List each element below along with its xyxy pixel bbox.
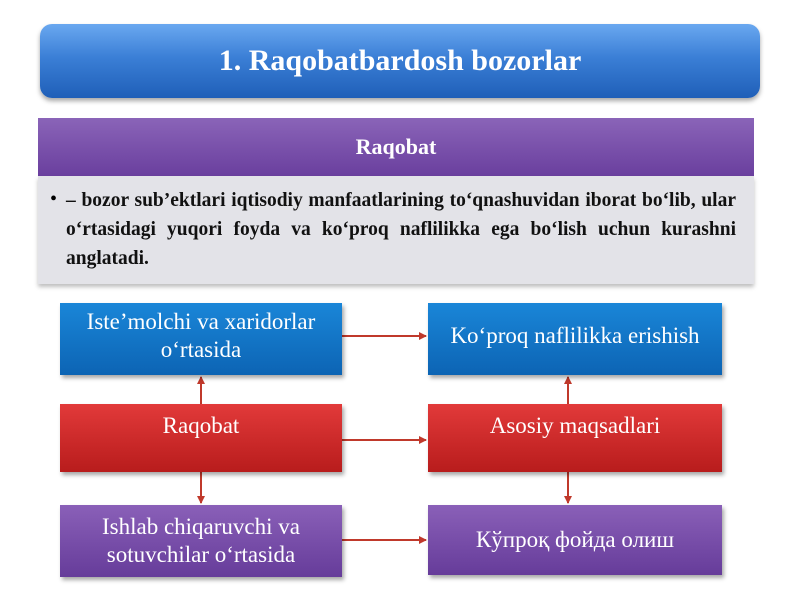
more-utility-box: Ko‘proq naflilikka erishish [428,303,722,375]
definition-text: – bozor sub’ektlari iqtisodiy manfaatlarining to‘qnashuvidan iborat bo‘lib, ular o‘rtasidagi yuqori foyda va ko‘proq naflilikka ega bo‘lish uchun kurashni anglatadi. [66,190,736,269]
producers-box: Ishlab chiqaruvchi va sotuvchilar o‘rtasida [60,505,342,577]
consumers-box: Iste’molchi va xaridorlar o‘rtasida [60,303,342,375]
main-goals-box: Asosiy maqsadlari [428,404,722,472]
more-profit-box: Кўпроқ фойда олиш [428,505,722,575]
slide-title: 1. Raqobatbardosh bozorlar [40,24,760,98]
definition-header: Raqobat [38,118,754,176]
bullet-icon: • [50,188,58,210]
competition-box: Raqobat [60,404,342,472]
